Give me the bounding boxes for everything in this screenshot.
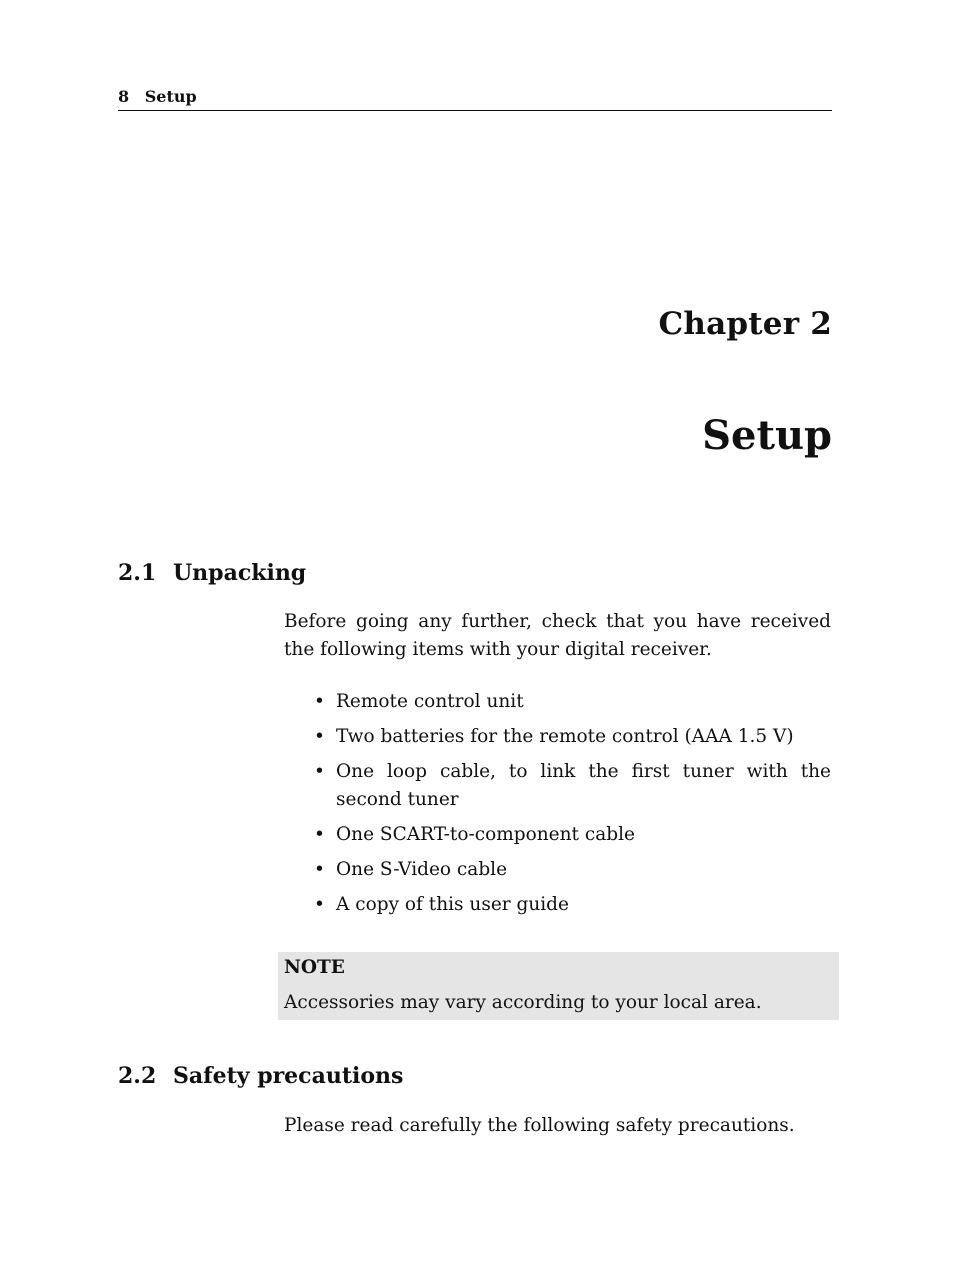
page-number: 8 — [118, 87, 130, 106]
safety-intro — [284, 1112, 831, 1140]
list-item — [284, 821, 831, 849]
running-header — [118, 86, 832, 111]
bullet-icon: • — [314, 859, 325, 880]
section-number: 2.1 — [118, 560, 157, 586]
list-item — [284, 856, 831, 884]
running-title: Setup — [144, 87, 197, 106]
list-item-text: One loop cable, to link the first tuner with the second tuner — [336, 761, 831, 810]
bullet-icon: • — [314, 824, 325, 845]
unpacking-intro — [284, 608, 831, 664]
list-item-text: One S-Video cable — [336, 859, 508, 880]
chapter-label: Chapter 2 — [658, 306, 832, 342]
list-item-text: Remote control unit — [336, 691, 524, 712]
list-item-text: A copy of this user guide — [336, 894, 569, 915]
list-item-text: Two batteries for the remote control (AAA 1.5 V) — [336, 726, 794, 747]
note-box — [278, 952, 839, 1020]
bullet-icon: • — [314, 691, 325, 712]
list-item — [284, 723, 831, 751]
section-title: Safety precautions — [173, 1063, 404, 1089]
note-text: Accessories may vary according to your local area. — [284, 992, 762, 1013]
list-item — [284, 891, 831, 919]
section-heading-safety-precautions — [118, 1061, 403, 1091]
note-title: NOTE — [284, 957, 345, 978]
bullet-icon: • — [314, 894, 325, 915]
section-heading-unpacking — [118, 558, 306, 588]
paragraph: Before going any further, check that you have received the following items with your digital receiver. — [284, 611, 831, 660]
chapter-title: Setup — [702, 412, 832, 459]
list-item-text: One SCART-to-component cable — [336, 824, 635, 845]
bullet-icon: • — [314, 726, 325, 747]
list-item — [284, 758, 831, 814]
section-title: Unpacking — [173, 560, 307, 586]
section-number: 2.2 — [118, 1063, 157, 1089]
bullet-icon: • — [314, 761, 325, 782]
accessories-list — [284, 688, 831, 926]
paragraph: Please read carefully the following safety precautions. — [284, 1115, 795, 1136]
list-item — [284, 688, 831, 716]
